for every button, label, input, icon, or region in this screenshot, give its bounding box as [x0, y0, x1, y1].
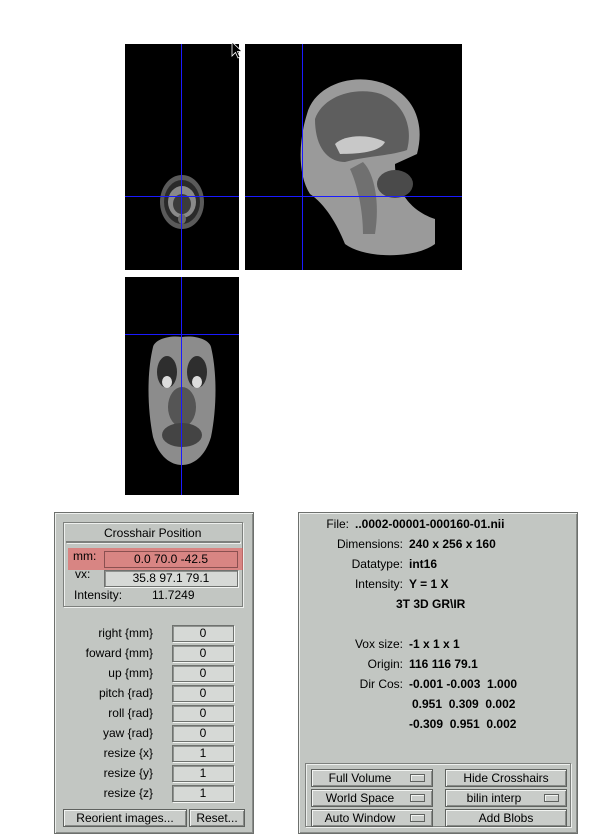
mm-field[interactable]: 0.0 70.0 -42.5: [104, 551, 238, 568]
param-field-pitch[interactable]: 0: [172, 685, 234, 702]
mm-label: mm:: [73, 549, 97, 563]
voxsize-label: Vox size:: [354, 637, 403, 651]
crosshair-vertical: [181, 44, 182, 270]
param-field-resize-z[interactable]: 1: [172, 785, 234, 802]
param-label-foward: foward {mm}: [85, 646, 153, 660]
crosshair-vertical: [302, 44, 303, 270]
crosshair-position-title: Crosshair Position: [104, 526, 202, 540]
param-label-resize-y: resize {y}: [103, 766, 153, 780]
mouse-pointer-icon: [231, 41, 243, 62]
origin-label: Origin:: [367, 657, 403, 671]
world-space-option[interactable]: [311, 789, 433, 807]
axial-slice-image: [125, 277, 239, 495]
datatype-value: int16: [409, 557, 438, 571]
axial-view[interactable]: [125, 277, 239, 495]
full-volume-option[interactable]: [311, 769, 433, 787]
crosshair-horizontal: [245, 196, 462, 197]
param-label-up: up {mm}: [108, 666, 153, 680]
param-label-roll: roll {rad}: [108, 706, 153, 720]
option-menu-indicator-icon: [410, 774, 425, 782]
vx-label: vx:: [75, 567, 91, 581]
reorient-panel: [54, 512, 254, 834]
file-intensity-value: Y = 1 X: [409, 577, 449, 591]
hide-crosshairs-button[interactable]: Hide Crosshairs: [445, 769, 567, 787]
intensity-value: 11.7249: [152, 588, 195, 602]
crosshair-horizontal: [125, 334, 239, 335]
coronal-slice-image: [125, 44, 239, 270]
param-field-right[interactable]: 0: [172, 625, 234, 642]
interpolation-option[interactable]: [445, 789, 567, 807]
param-label-right: right {mm}: [98, 626, 153, 640]
reset-button[interactable]: Reset...: [189, 809, 245, 827]
full-volume-label: Full Volume: [328, 771, 392, 785]
dircos-row-3: -0.309 0.951 0.002: [409, 717, 517, 731]
auto-window-label: Auto Window: [324, 811, 396, 825]
coronal-view[interactable]: [125, 44, 239, 270]
datatype-label: Datatype:: [351, 557, 403, 571]
option-menu-indicator-icon: [544, 794, 559, 802]
param-field-roll[interactable]: 0: [172, 705, 234, 722]
option-menu-indicator-icon: [410, 814, 425, 822]
dircos-label: Dir Cos:: [359, 677, 403, 691]
param-field-yaw[interactable]: 0: [172, 725, 234, 742]
param-field-up[interactable]: 0: [172, 665, 234, 682]
voxsize-value: -1 x 1 x 1: [409, 637, 460, 651]
dircos-row-1: -0.001 -0.003 1.000: [409, 677, 518, 691]
sagittal-view[interactable]: [245, 44, 462, 270]
series-description: 3T 3D GR\IR: [396, 597, 466, 611]
crosshair-vertical: [181, 277, 182, 495]
dimensions-value: 240 x 256 x 160: [409, 537, 496, 551]
param-label-resize-x: resize {x}: [103, 746, 153, 760]
param-label-pitch: pitch {rad}: [98, 686, 153, 700]
param-field-resize-y[interactable]: 1: [172, 765, 234, 782]
param-label-resize-z: resize {z}: [103, 786, 153, 800]
dircos-row-2: 0.951 0.309 0.002: [412, 697, 516, 711]
file-value: ..0002-00001-000160-01.nii: [355, 517, 505, 531]
origin-value: 116 116 79.1: [409, 657, 478, 671]
sagittal-slice-image: [245, 44, 462, 270]
vx-field[interactable]: 35.8 97.1 79.1: [104, 570, 238, 587]
world-space-label: World Space: [325, 791, 395, 805]
interpolation-label: bilin interp: [466, 791, 522, 805]
reorient-images-button[interactable]: Reorient images...: [63, 809, 187, 827]
title-divider: [66, 541, 240, 543]
dimensions-label: Dimensions:: [336, 537, 403, 551]
add-blobs-button[interactable]: Add Blobs: [445, 809, 567, 827]
crosshair-horizontal: [125, 196, 239, 197]
param-label-yaw: yaw {rad}: [102, 726, 153, 740]
file-intensity-label: Intensity:: [354, 577, 403, 591]
file-label: File:: [326, 517, 349, 531]
auto-window-option[interactable]: [311, 809, 433, 827]
file-info-panel: [298, 512, 578, 834]
option-menu-indicator-icon: [410, 794, 425, 802]
param-field-foward[interactable]: 0: [172, 645, 234, 662]
param-field-resize-x[interactable]: 1: [172, 745, 234, 762]
intensity-label: Intensity:: [74, 588, 123, 602]
